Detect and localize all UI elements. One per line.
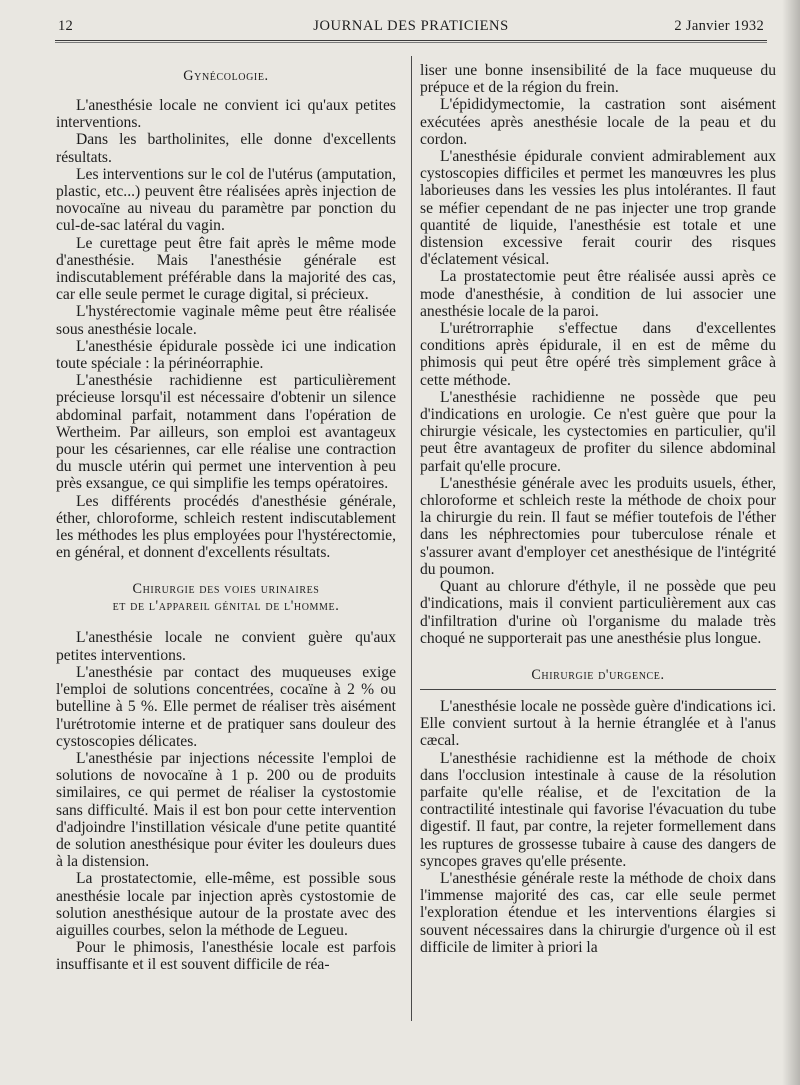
page-number: 12	[58, 18, 74, 34]
header-rule-secondary	[55, 42, 767, 43]
paragraph: L'anesthésie rachidienne est particulièrement précieuse lorsqu'il est nécessaire d'obtenir un silence abdominal parfait, notamment dans l'opération de Wertheim. Par ailleurs, son emploi est avantageux pour les césariennes, car elle réalise une contraction du muscle utérin qui permet une intervention à peu près exsangue, ce qui simplifie les temps opératoires.	[56, 372, 396, 493]
paragraph: L'anesthésie épidurale convient admirablement aux cystoscopies difficiles et permet les manœuvres les plus laborieuses dans les vessies les plus intolérantes. Il faut se méfier cependant de ne pas injecter une trop grande quantité de liquide, l'anesthésie est totale et une distension excessive ferait courir des risques d'éclatement vésical.	[420, 148, 776, 269]
paragraph: L'anesthésie par contact des muqueuses exige l'emploi de solutions concentrées, cocaïne à 2 % ou butelline à 5 %. Elle permet de réaliser très aisément l'urétrotomie interne et de pratiquer sans douleur des cystoscopies délicates.	[56, 663, 396, 750]
paragraph: L'anesthésie par injections nécessite l'emploi de solutions de novocaïne à 1 p. 200 ou de produits similaires, ce qui permet de réaliser la cystostomie sans difficulté. Mais il est bon pour cette intervention d'adjoindre l'instillation vésicale d'une petite quantité de solution anesthésique pour éviter les douleurs dues à la distension.	[56, 749, 396, 871]
paragraph: L'urétrorraphie s'effectue dans d'excellentes conditions après épidurale, il en est de même du phimosis qui peut être opéré très simplement grâce à cette méthode.	[420, 320, 776, 389]
issue-date: 2 Janvier 1932	[674, 18, 764, 34]
paragraph: L'anesthésie générale reste la méthode de choix dans l'immense majorité des cas, car elle seule permet l'exploration étendue et les interventions élargies si souvent nécessaires dans la chirurgie d'urgence où il est difficile de limiter à priori la	[420, 869, 776, 956]
section-title-line: Chirurgie des voies urinaires	[132, 581, 320, 598]
header-rule	[55, 40, 767, 41]
paragraph-continuation: liser une bonne insensibilité de la face muqueuse du prépuce et de la région du frein.	[420, 62, 776, 97]
page-edge-shadow	[782, 0, 800, 1085]
paragraph: L'hystérectomie vaginale même peut être réalisée sous anesthésie locale.	[56, 303, 396, 338]
section-title-line: et de l'appareil génital de l'homme.	[112, 598, 340, 615]
paragraph: Le curettage peut être fait après le même mode d'anesthésie. Mais l'anesthésie générale est indiscutablement préférable dans la majorité des cas, car elle seule permet le curage digital, si précieux.	[56, 234, 396, 304]
paragraph: Quant au chlorure d'éthyle, il ne possède que peu d'indications, mais il convient particulièrement aux cas d'infiltration d'urine où l'organisme du malade très choqué ne supporterait pas une anesthésie plus longue.	[420, 578, 776, 647]
right-column	[420, 62, 776, 956]
paragraph: L'anesthésie rachidienne est la méthode de choix dans l'occlusion intestinale à cause de la résolution parfaite qu'elle réalise, et de l'excitation de la contractilité intestinale qui favorise l'évacuation du tube digestif. Il faut, par contre, la rejeter formellement dans les ruptures de grossesse tubaire à cause des dangers de syncopes graves qu'elle présente.	[420, 749, 776, 870]
section-underline	[420, 689, 776, 690]
paragraph: Dans les bartholinites, elle donne d'excellents résultats.	[56, 131, 396, 166]
section-title-gynecologie: Gynécologie.	[183, 68, 269, 84]
paragraph: Les différents procédés d'anesthésie générale, éther, chloroforme, schleich restent indiscutablement les méthodes les plus employées pour l'hystérectomie, en général, et donnent d'excellents résultats.	[56, 492, 396, 562]
paragraph: L'anesthésie rachidienne ne possède que peu d'indications en urologie. Ce n'est guère que pour la chirurgie vésicale, les cystectomies en particulier, qu'il peut être avantageux de profiter du silence abdominal parfait qu'elle procure.	[420, 388, 776, 475]
paragraph: L'épididymectomie, la castration sont aisément exécutées après anesthésie locale de la peau et du cordon.	[420, 96, 776, 148]
running-header	[58, 18, 764, 38]
journal-title: JOURNAL DES PRATICIENS	[313, 18, 509, 34]
paragraph: La prostatectomie peut être réalisée aussi après ce mode d'anesthésie, à condition de lui associer une anesthésie locale de la paroi.	[420, 268, 776, 320]
paragraph: L'anesthésie locale ne possède guère d'indications ici. Elle convient surtout à la hernie étranglée et à l'anus cæcal.	[420, 697, 776, 750]
column-divider	[411, 56, 412, 1021]
paragraph: Pour le phimosis, l'anesthésie locale est parfois insuffisante et il est souvent difficile de réa-	[56, 939, 396, 974]
section-title-chirurgie-urgence: Chirurgie d'urgence.	[531, 666, 665, 683]
paragraph: L'anesthésie épidurale possède ici une indication toute spéciale : la périnéorraphie.	[56, 337, 396, 373]
paragraph: L'anesthésie locale ne convient ici qu'aux petites interventions.	[56, 97, 396, 132]
paragraph: L'anesthésie générale avec les produits usuels, éther, chloroforme et schleich reste la méthode de choix pour la chirurgie du rein. Il faut se méfier toutefois de l'éther dans les néphrectomies pour tuberculose rénale et s'assurer avant d'employer cet anesthésique de l'intégrité du poumon.	[420, 474, 776, 578]
section-title-chirurgie-urinaire	[56, 581, 396, 615]
paragraph: Les interventions sur le col de l'utérus (amputation, plastic, etc...) peuvent être réalisées après injection de novocaïne au niveau du paramètre par ponction du cul-de-sac latéral du vagin.	[56, 165, 396, 235]
paragraph: L'anesthésie locale ne convient guère qu'aux petites interventions.	[56, 629, 396, 664]
left-column	[56, 62, 396, 974]
paragraph: La prostatectomie, elle-même, est possible sous anesthésie locale par injection après cystostomie de solution anesthésique autour de la prostate avec des aiguilles courbes, selon la méthode de Legueu.	[56, 870, 396, 939]
